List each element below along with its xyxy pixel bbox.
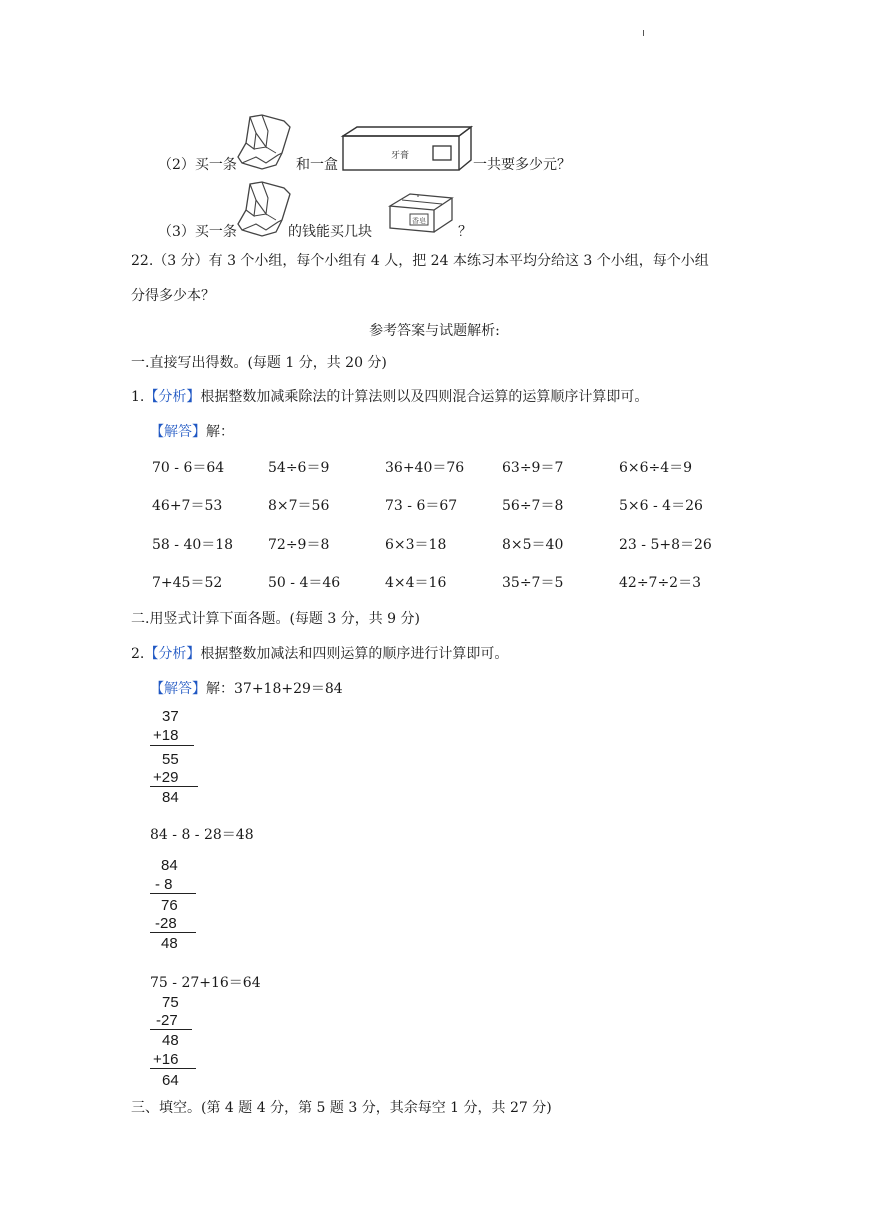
grid-cell: 8×7＝56 (268, 498, 330, 514)
section2-answer (150, 678, 343, 698)
q22-line-1: 22.（3 分）有 3 个小组，每个小组有 4 人，把 24 本练习本平均分给这 3 个小组，每个小组 (131, 253, 709, 269)
grid-cell: 46+7＝53 (152, 498, 223, 514)
section2-analysis (131, 643, 508, 663)
analysis-number: 2. (131, 646, 145, 662)
vertical-calc-line: -27 (156, 1012, 178, 1029)
grid-cell: 54÷6＝9 (268, 460, 330, 476)
vertical-calc-line: 48 (161, 935, 178, 952)
grid-cell: 73 - 6＝67 (385, 498, 458, 514)
toothpaste-label: 牙膏 (391, 151, 410, 161)
vertical-calc-line: +16 (153, 1051, 179, 1068)
q21-part2-suffix: 一共要多少元？ (473, 157, 571, 173)
q21-part3-suffix: ？ (458, 224, 472, 240)
section2-heading: 二.用竖式计算下面各题。(每题 3 分，共 9 分) (131, 611, 420, 627)
equation-2: 84 - 8 - 28＝48 (150, 827, 254, 843)
towel-illustration-icon (236, 113, 292, 171)
answer-text: 解：37+18+29＝84 (206, 681, 343, 697)
vertical-calc-line: -28 (155, 915, 177, 932)
section3-heading: 三、填空。(第 4 题 4 分，第 5 题 3 分，其余每空 1 分，共 27 分) (131, 1100, 552, 1116)
grid-cell: 36+40＝76 (385, 460, 465, 476)
grid-cell: 6×6÷4＝9 (619, 460, 693, 476)
vertical-calc-line: 37 (162, 708, 179, 725)
grid-cell: 35÷7＝5 (502, 575, 564, 591)
calc-divider (150, 932, 196, 933)
q21-part2-prefix: （2）买一条 (158, 157, 237, 173)
vertical-calc-line: 84 (161, 857, 178, 874)
analysis-tag: 【分析】 (144, 646, 201, 662)
calc-divider (150, 1029, 192, 1030)
vertical-calc-line: 75 (162, 994, 179, 1011)
q21-part3-prefix: （3）买一条 (158, 224, 237, 240)
section1-answer (150, 421, 234, 441)
grid-cell: 50 - 4＝46 (268, 575, 341, 591)
soap-label: 香皂 (412, 217, 426, 225)
vertical-calc-line: - 8 (155, 876, 173, 893)
answer-tag: 【解答】 (150, 681, 206, 697)
analysis-number: 1. (131, 389, 145, 405)
analysis-text: 根据整数加减乘除法的计算法则以及四则混合运算的运算顺序计算即可。 (200, 389, 649, 405)
section1-heading: 一.直接写出得数。(每题 1 分，共 20 分) (131, 355, 387, 371)
answers-title: 参考答案与试题解析: (369, 323, 500, 339)
section1-analysis (131, 386, 648, 406)
grid-cell: 56÷7＝8 (502, 498, 564, 514)
analysis-text: 根据整数加减法和四则运算的顺序进行计算即可。 (200, 646, 509, 662)
grid-cell: 63÷9＝7 (502, 460, 564, 476)
analysis-tag: 【分析】 (144, 389, 201, 405)
grid-cell: 6×3＝18 (385, 537, 447, 553)
toothpaste-box-icon (341, 126, 473, 172)
calc-divider (150, 786, 198, 787)
soap-box-icon (388, 192, 454, 234)
grid-cell: 7+45＝52 (152, 575, 223, 591)
grid-cell: 42÷7÷2＝3 (619, 575, 701, 591)
vertical-calc-line: +29 (153, 769, 179, 786)
grid-cell: 5×6 - 4＝26 (619, 498, 703, 514)
grid-cell: 58 - 40＝18 (152, 537, 234, 553)
towel-illustration-icon (236, 180, 292, 238)
grid-cell: 70 - 6＝64 (152, 460, 225, 476)
vertical-calc-line: 48 (162, 1032, 179, 1049)
grid-cell: 8×5＝40 (502, 537, 564, 553)
answer-tag: 【解答】 (150, 424, 206, 440)
vertical-calc-line: +18 (153, 727, 179, 744)
vertical-calc-line: 76 (161, 897, 178, 914)
calc-divider (150, 893, 196, 894)
q21-part2-middle: 和一盒 (296, 157, 338, 173)
page-mark (643, 30, 644, 36)
calc-divider (150, 1068, 196, 1069)
answer-text: 解： (206, 424, 234, 440)
vertical-calc-line: 64 (162, 1072, 179, 1089)
vertical-calc-line: 55 (162, 751, 179, 768)
calc-divider (150, 745, 194, 746)
equation-3: 75 - 27+16＝64 (150, 975, 261, 991)
q21-part3-middle: 的钱能买几块 (288, 224, 372, 240)
q22-line-2: 分得多少本？ (131, 288, 215, 304)
vertical-calc-line: 84 (162, 789, 179, 806)
grid-cell: 23 - 5+8＝26 (619, 537, 712, 553)
grid-cell: 4×4＝16 (385, 575, 447, 591)
grid-cell: 72÷9＝8 (268, 537, 330, 553)
